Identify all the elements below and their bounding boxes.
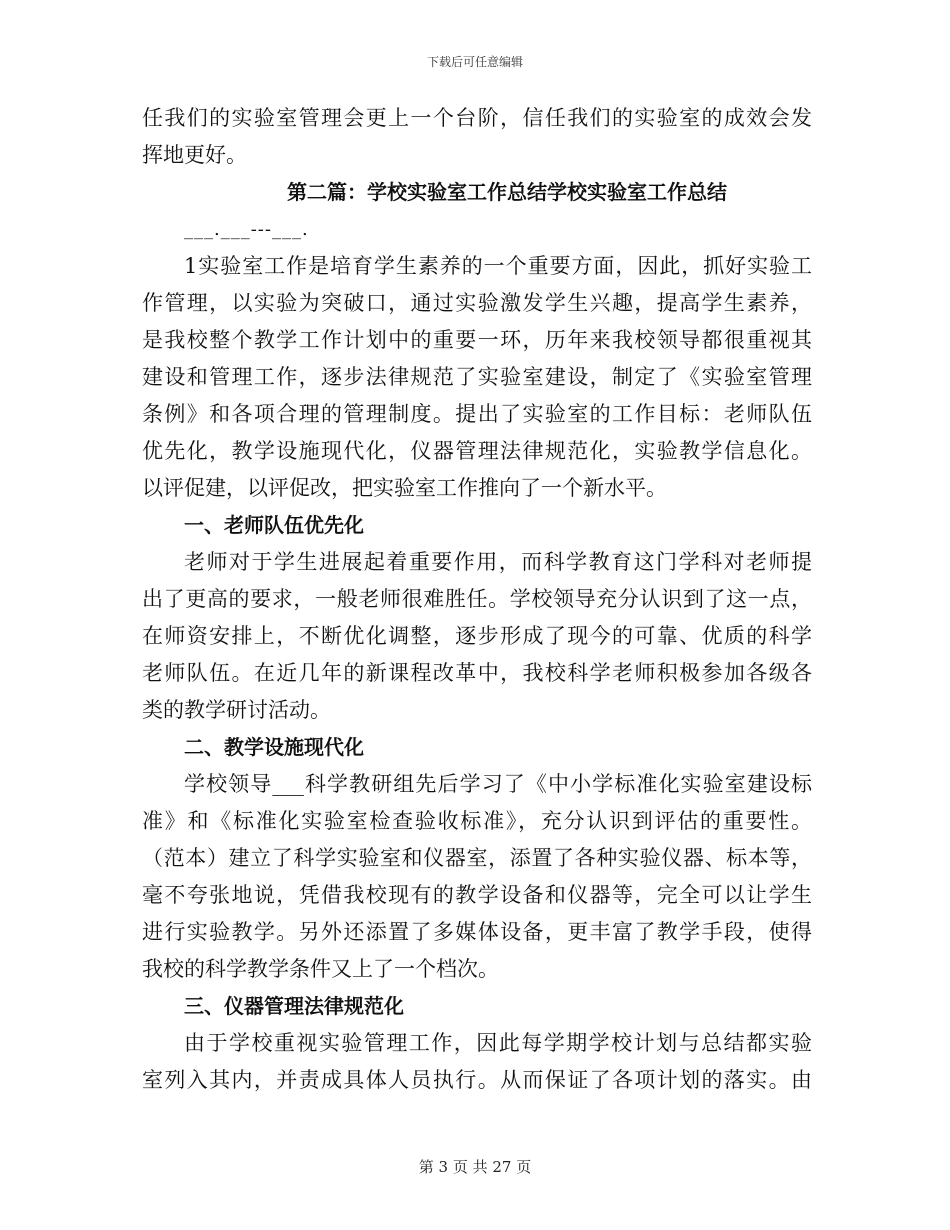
page-number: 第 3 页 共 27 页 <box>418 1158 532 1176</box>
section-heading: 三、仪器管理法律规范化 <box>184 994 404 1018</box>
paragraph-line: 我校的科学教学条件又上了一个档次。 <box>142 957 499 981</box>
paragraph-line: 室列入其内，并责成具体人员执行。从而保证了各项计划的落实。由 <box>142 1068 812 1092</box>
paragraph-line: 由于学校重视实验管理工作，因此每学期学校计划与总结都实验 <box>184 1031 812 1055</box>
paragraph-line: 老师对于学生进展起着重要作用，而科学教育这门学科对老师提 <box>184 550 812 574</box>
paragraph-line: 进行实验教学。另外还添置了多媒体设备，更丰富了教学手段，使得 <box>142 920 812 944</box>
paragraph-line: 老师队伍。在近几年的新课程改革中，我校科学老师积极参加各级各 <box>142 661 812 685</box>
section-heading: 二、教学设施现代化 <box>184 735 364 759</box>
paragraph-line: 挥地更好。 <box>142 143 247 167</box>
paragraph-line: 任我们的实验室管理会更上一个台阶，信任我们的实验室的成效会发 <box>142 106 812 130</box>
paragraph-line: （范本）建立了科学实验室和仪器室，添置了各种实验仪器、标本等， <box>142 846 812 870</box>
document-body <box>142 100 812 1099</box>
page-header-note: 下载后可任意编辑 <box>426 55 523 69</box>
paragraph-line: 出了更高的要求，一般老师很难胜任。学校领导充分认识到了这一点， <box>142 587 812 611</box>
paragraph-line: 以评促建，以评促改，把实验室工作推向了一个新水平。 <box>142 476 667 500</box>
paragraph-line: 在师资安排上，不断优化调整，逐步形成了现今的可靠、优质的科学 <box>142 624 812 648</box>
paragraph-line: 类的教学研讨活动。 <box>142 698 331 722</box>
paragraph-line: 准》和《标准化实验室检查验收标准》，充分认识到评估的重要性。 <box>142 809 812 833</box>
paragraph-line: 建设和管理工作，逐步法律规范了实验室建设，制定了《实验室管理 <box>142 365 812 389</box>
section-heading: 一、老师队伍优先化 <box>184 513 364 537</box>
paragraph-line: 学校领导___科学教研组先后学习了《中小学标准化实验室建设标 <box>184 772 812 796</box>
paragraph-line: 毫不夸张地说，凭借我校现有的教学设备和仪器等，完全可以让学生 <box>142 883 812 907</box>
paragraph-line: 优先化，教学设施现代化，仪器管理法律规范化，实验教学信息化。 <box>142 439 812 463</box>
section-title: 第二篇：学校实验室工作总结学校实验室工作总结 <box>287 180 727 204</box>
paragraph-line: 条例》和各项合理的管理制度。提出了实验室的工作目标：老师队伍 <box>142 402 812 426</box>
paragraph-line: 是我校整个教学工作计划中的重要一环，历年来我校领导都很重视其 <box>142 328 812 352</box>
paragraph-line: 作管理，以实验为突破口，通过实验激发学生兴趣，提高学生素养， <box>142 291 812 315</box>
paragraph-line: 1实验室工作是培育学生素养的一个重要方面，因此，抓好实验工 <box>184 254 812 278</box>
blank-fill-line: ___.___---___. <box>184 219 309 240</box>
